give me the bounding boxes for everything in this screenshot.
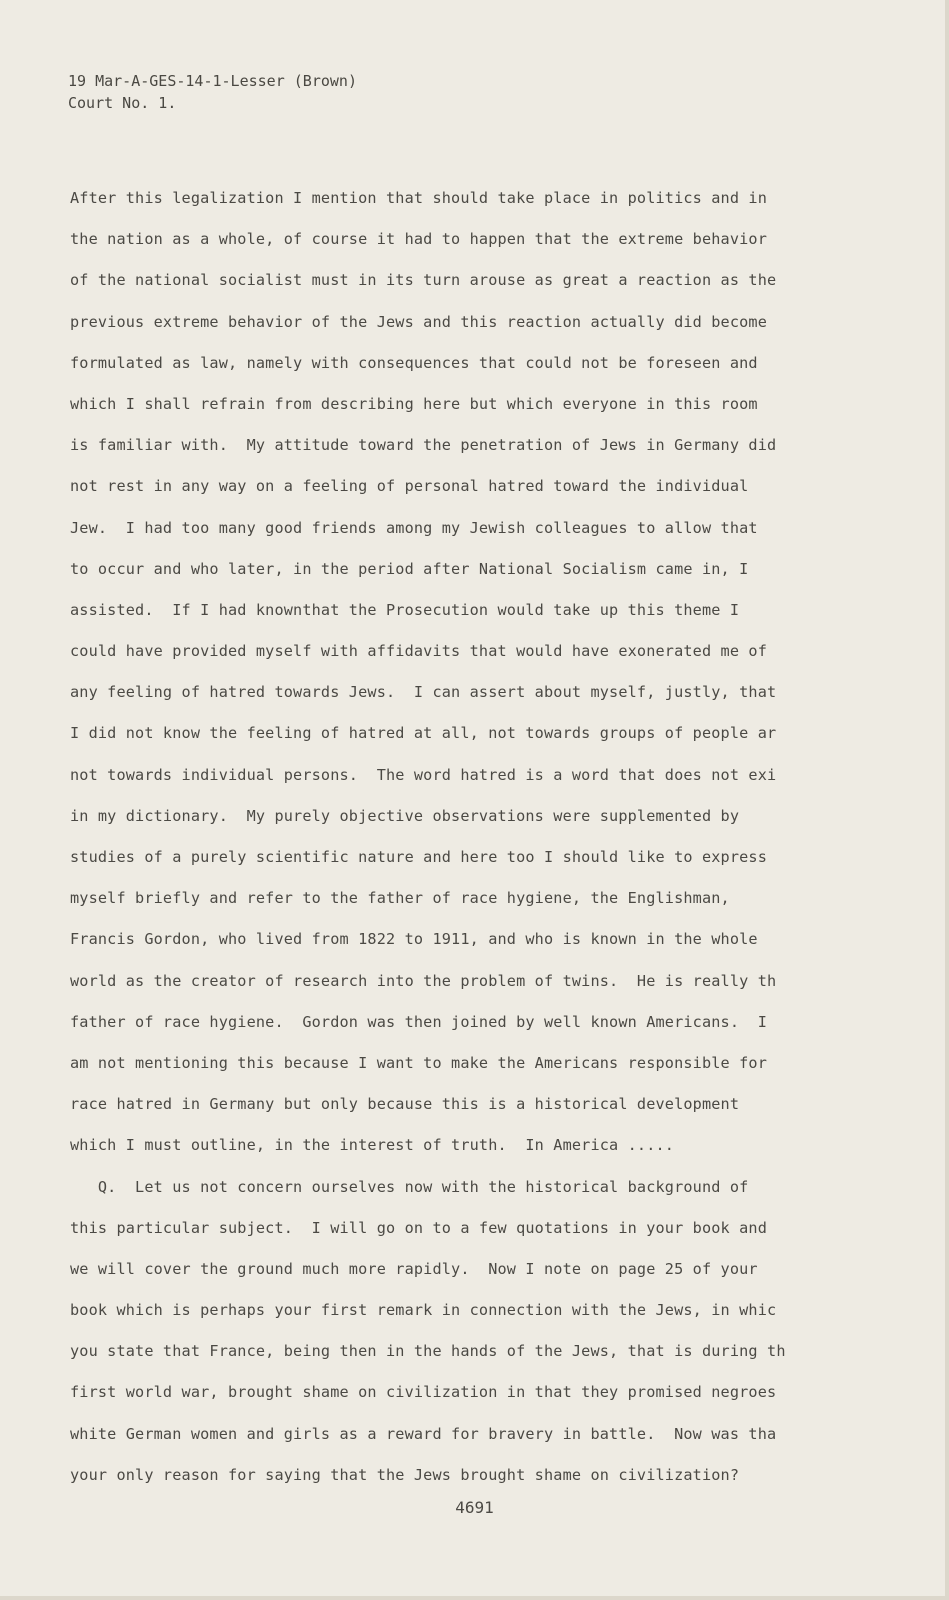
text-line: to occur and who later, in the period after National Socialism came in, I (70, 559, 749, 578)
text-line: Francis Gordon, who lived from 1822 to 1911, and who is known in the whole (70, 930, 758, 949)
text-line: race hatred in Germany but only because this is a historical development (70, 1095, 740, 1114)
text-line: father of race hygiene. Gordon was then joined by well known Americans. I (70, 1012, 768, 1031)
transcript-body (70, 188, 850, 1506)
text-line: we will cover the ground much more rapidly. Now I note on page 25 of your (70, 1259, 758, 1278)
text-line: the nation as a whole, of course it had to happen that the extreme behavior (70, 230, 768, 249)
text-line: could have provided myself with affidavits that would have exonerated me of (70, 642, 768, 661)
text-line: you state that France, being then in the hands of the Jews, that is during th (70, 1342, 786, 1361)
header-case-line: 19 Mar-A-GES-14-1-Lesser (Brown) (68, 72, 357, 90)
text-line: of the national socialist must in its turn arouse as great a reaction as the (70, 271, 777, 290)
text-line: your only reason for saying that the Jews brought shame on civilization? (70, 1465, 740, 1484)
text-line: white German women and girls as a reward for bravery in battle. Now was tha (70, 1424, 777, 1443)
text-line: first world war, brought shame on civilization in that they promised negroes (70, 1383, 777, 1402)
text-line: previous extreme behavior of the Jews and this reaction actually did become (70, 312, 768, 331)
text-line: in my dictionary. My purely objective observations were supplemented by (70, 806, 740, 825)
text-line: not towards individual persons. The word hatred is a word that does not exi (70, 765, 777, 784)
text-line: Q. Let us not concern ourselves now with the historical background of (70, 1177, 749, 1196)
text-line: which I must outline, in the interest of truth. In America ..... (70, 1136, 675, 1155)
text-line: assisted. If I had knownthat the Prosecution would take up this theme I (70, 600, 740, 619)
text-line: am not mentioning this because I want to make the Americans responsible for (70, 1053, 768, 1072)
text-line: any feeling of hatred towards Jews. I can assert about myself, justly, that (70, 683, 777, 702)
text-line: world as the creator of research into the problem of twins. He is really th (70, 971, 777, 990)
text-line: I did not know the feeling of hatred at all, not towards groups of people ar (70, 724, 777, 743)
text-line: which I shall refrain from describing here but which everyone in this room (70, 394, 758, 413)
text-line: studies of a purely scientific nature and here too I should like to express (70, 848, 768, 866)
text-line: myself briefly and refer to the father of race hygiene, the Englishman, (70, 889, 730, 908)
text-line: not rest in any way on a feeling of personal hatred toward the individual (70, 477, 749, 496)
page-number: 4691 (455, 1498, 494, 1517)
document-header (68, 70, 357, 114)
text-line: is familiar with. My attitude toward the penetration of Jews in Germany did (70, 436, 777, 455)
text-line: this particular subject. I will go on to a few quotations in your book and (70, 1218, 768, 1237)
text-line: After this legalization I mention that should take place in politics and in (70, 189, 768, 207)
text-line: book which is perhaps your first remark in connection with the Jews, in whic (70, 1301, 777, 1320)
text-line: Jew. I had too many good friends among my Jewish colleagues to allow that (70, 518, 758, 537)
text-line: formulated as law, namely with consequences that could not be foreseen and (70, 353, 758, 372)
header-court-line: Court No. 1. (68, 94, 177, 112)
